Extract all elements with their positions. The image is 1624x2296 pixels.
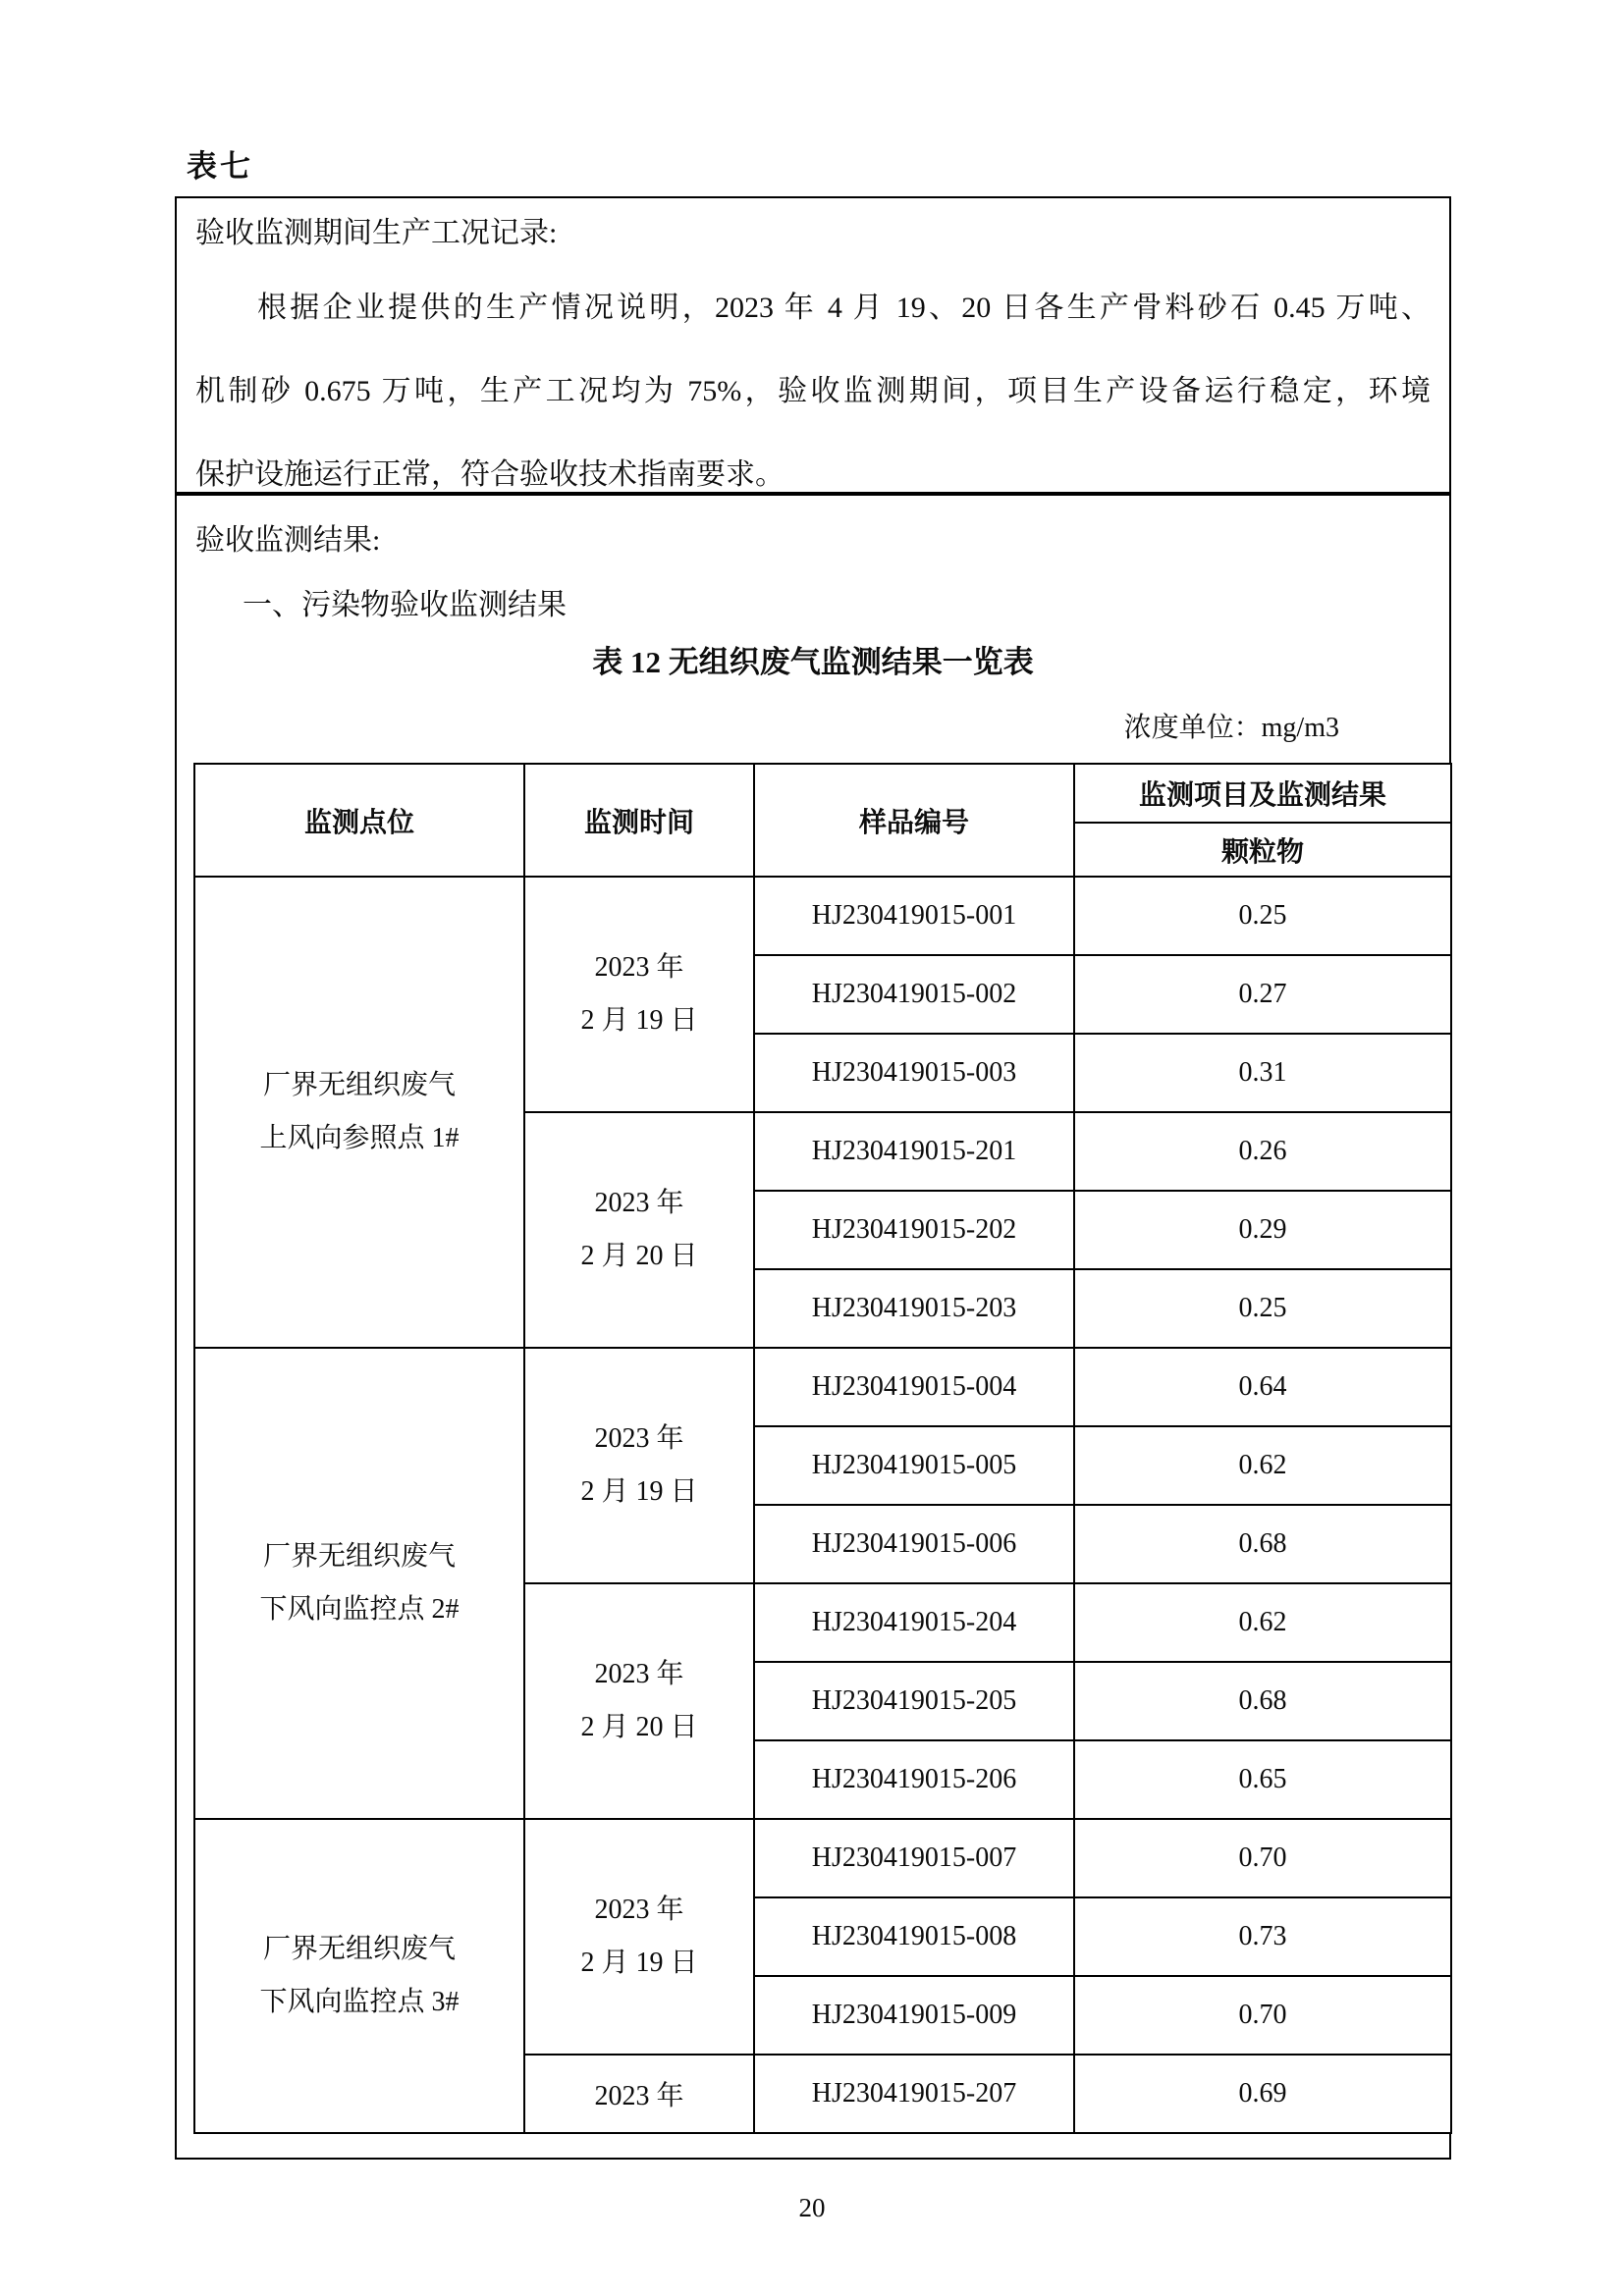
- result-value-cell: [1074, 955, 1451, 1034]
- sample-id-cell: [754, 955, 1074, 1034]
- results-box: [175, 494, 1451, 2160]
- sample-id-cell: [754, 1819, 1074, 1897]
- header-monitoring-time: 监测时间: [524, 764, 754, 877]
- cell-text: 2023 年: [594, 2081, 684, 2111]
- cell-text: 0.73: [1238, 1921, 1287, 1951]
- cell-text: HJ230419015-206: [811, 1764, 1017, 1794]
- cell-text: HJ230419015-203: [811, 1293, 1017, 1323]
- header-result-group: 监测项目及监测结果: [1074, 764, 1451, 823]
- paragraph-line: 根据企业提供的生产情况说明，2023 年 4 月 19、20 日各生产骨料砂石 0.45 万吨、: [257, 292, 1431, 324]
- result-value-cell: [1074, 2055, 1451, 2133]
- cell-text: 0.64: [1238, 1371, 1287, 1402]
- unit-note: 浓度单位：mg/m3: [1123, 713, 1339, 743]
- result-value-cell: [1074, 1740, 1451, 1819]
- cell-text: 下风向监控点 3#: [259, 1987, 460, 2017]
- monitoring-point-cell: [194, 877, 524, 1348]
- monitoring-date-cell: [524, 1112, 754, 1348]
- sample-id-cell: [754, 2055, 1074, 2133]
- cell-text: HJ230419015-001: [811, 900, 1017, 931]
- sample-id-cell: [754, 1191, 1074, 1269]
- page-number: 20: [798, 2193, 826, 2222]
- sample-id-cell: [754, 1112, 1074, 1191]
- cell-text: 2 月 19 日: [580, 1476, 698, 1507]
- result-value-cell: [1074, 1897, 1451, 1976]
- results-subheading: 一、污染物验收监测结果: [243, 589, 567, 621]
- sample-id-cell: [754, 877, 1074, 955]
- result-value-cell: [1074, 1269, 1451, 1348]
- cell-text: 2 月 19 日: [580, 1948, 698, 1978]
- cell-text: HJ230419015-005: [811, 1450, 1017, 1480]
- table-row: [194, 877, 1451, 955]
- cell-text: 2 月 19 日: [580, 1005, 698, 1036]
- sample-id-cell: [754, 1034, 1074, 1112]
- cell-text: 0.70: [1238, 2000, 1287, 2030]
- results-label: 验收监测结果:: [195, 524, 381, 557]
- paragraph-line: 机制砂 0.675 万吨，生产工况均为 75%，验收监测期间，项目生产设备运行稳定，环境: [195, 375, 1431, 407]
- table-title: 表 12 无组织废气监测结果一览表: [592, 645, 1034, 679]
- header-sample-id: 样品编号: [754, 764, 1074, 877]
- cell-text: 0.31: [1238, 1057, 1287, 1088]
- result-value-cell: [1074, 1819, 1451, 1897]
- cell-text: 0.62: [1238, 1450, 1287, 1480]
- cell-text: 0.26: [1238, 1136, 1287, 1166]
- page-heading: 表七: [187, 149, 253, 184]
- cell-text: 2023 年: [594, 1659, 684, 1689]
- monitoring-table: [193, 763, 1452, 2134]
- cell-text: HJ230419015-204: [811, 1607, 1017, 1637]
- result-value-cell: [1074, 1662, 1451, 1740]
- cell-text: 上风向参照点 1#: [259, 1123, 460, 1153]
- cell-text: 厂界无组织废气: [262, 1934, 456, 1964]
- header-row: [194, 764, 1451, 823]
- cell-text: HJ230419015-205: [811, 1685, 1017, 1716]
- monitoring-date-cell: [524, 1583, 754, 1819]
- cell-text: HJ230419015-002: [811, 979, 1017, 1009]
- cell-text: 厂界无组织废气: [262, 1541, 456, 1572]
- cell-text: 0.68: [1238, 1685, 1287, 1716]
- sample-id-cell: [754, 1583, 1074, 1662]
- result-value-cell: [1074, 1426, 1451, 1505]
- result-value-cell: [1074, 1112, 1451, 1191]
- result-value-cell: [1074, 1034, 1451, 1112]
- sample-id-cell: [754, 1426, 1074, 1505]
- table-body: [194, 877, 1451, 2133]
- sample-id-cell: [754, 1505, 1074, 1583]
- cell-text: 厂界无组织废气: [262, 1070, 456, 1100]
- cell-text: 2 月 20 日: [580, 1241, 698, 1271]
- result-value-cell: [1074, 1505, 1451, 1583]
- cell-text: 下风向监控点 2#: [259, 1594, 460, 1625]
- cell-text: 2023 年: [594, 1188, 684, 1218]
- monitoring-point-cell: [194, 1348, 524, 1819]
- header-pollutant: 颗粒物: [1074, 823, 1451, 877]
- cell-text: HJ230419015-003: [811, 1057, 1017, 1088]
- result-value-cell: [1074, 1583, 1451, 1662]
- sample-id-cell: [754, 1662, 1074, 1740]
- paragraph-line: 保护设施运行正常，符合验收技术指南要求。: [195, 458, 785, 491]
- cell-text: HJ230419015-207: [811, 2078, 1017, 2109]
- monitoring-date-cell: [524, 877, 754, 1112]
- sample-id-cell: [754, 1269, 1074, 1348]
- result-value-cell: [1074, 1191, 1451, 1269]
- cell-text: 2023 年: [594, 952, 684, 983]
- cell-text: 0.27: [1238, 979, 1287, 1009]
- monitoring-date-cell: [524, 1819, 754, 2055]
- cell-text: 0.25: [1238, 900, 1287, 931]
- cell-text: HJ230419015-006: [811, 1528, 1017, 1559]
- cell-text: 0.68: [1238, 1528, 1287, 1559]
- cell-text: 0.65: [1238, 1764, 1287, 1794]
- monitoring-date-cell: [524, 1348, 754, 1583]
- cell-text: 2023 年: [594, 1423, 684, 1454]
- cell-text: 2 月 20 日: [580, 1712, 698, 1742]
- monitoring-date-cell: [524, 2055, 754, 2133]
- production-record-label: 验收监测期间生产工况记录:: [195, 217, 558, 249]
- cell-text: HJ230419015-007: [811, 1842, 1017, 1873]
- cell-text: HJ230419015-008: [811, 1921, 1017, 1951]
- cell-text: 0.70: [1238, 1842, 1287, 1873]
- table-row: [194, 1819, 1451, 1897]
- table-header: [194, 764, 1451, 877]
- result-value-cell: [1074, 1348, 1451, 1426]
- cell-text: HJ230419015-004: [811, 1371, 1017, 1402]
- result-value-cell: [1074, 877, 1451, 955]
- production-record-paragraph: [195, 266, 1431, 516]
- cell-text: 0.69: [1238, 2078, 1287, 2109]
- production-record-box: [175, 196, 1451, 494]
- cell-text: HJ230419015-201: [811, 1136, 1017, 1166]
- cell-text: 0.29: [1238, 1214, 1287, 1245]
- table-row: [194, 1348, 1451, 1426]
- sample-id-cell: [754, 1976, 1074, 2055]
- header-monitoring-point: 监测点位: [194, 764, 524, 877]
- cell-text: 0.62: [1238, 1607, 1287, 1637]
- cell-text: 0.25: [1238, 1293, 1287, 1323]
- cell-text: 2023 年: [594, 1895, 684, 1925]
- sample-id-cell: [754, 1740, 1074, 1819]
- result-value-cell: [1074, 1976, 1451, 2055]
- sample-id-cell: [754, 1897, 1074, 1976]
- cell-text: HJ230419015-009: [811, 2000, 1017, 2030]
- sample-id-cell: [754, 1348, 1074, 1426]
- cell-text: HJ230419015-202: [811, 1214, 1017, 1245]
- monitoring-point-cell: [194, 1819, 524, 2133]
